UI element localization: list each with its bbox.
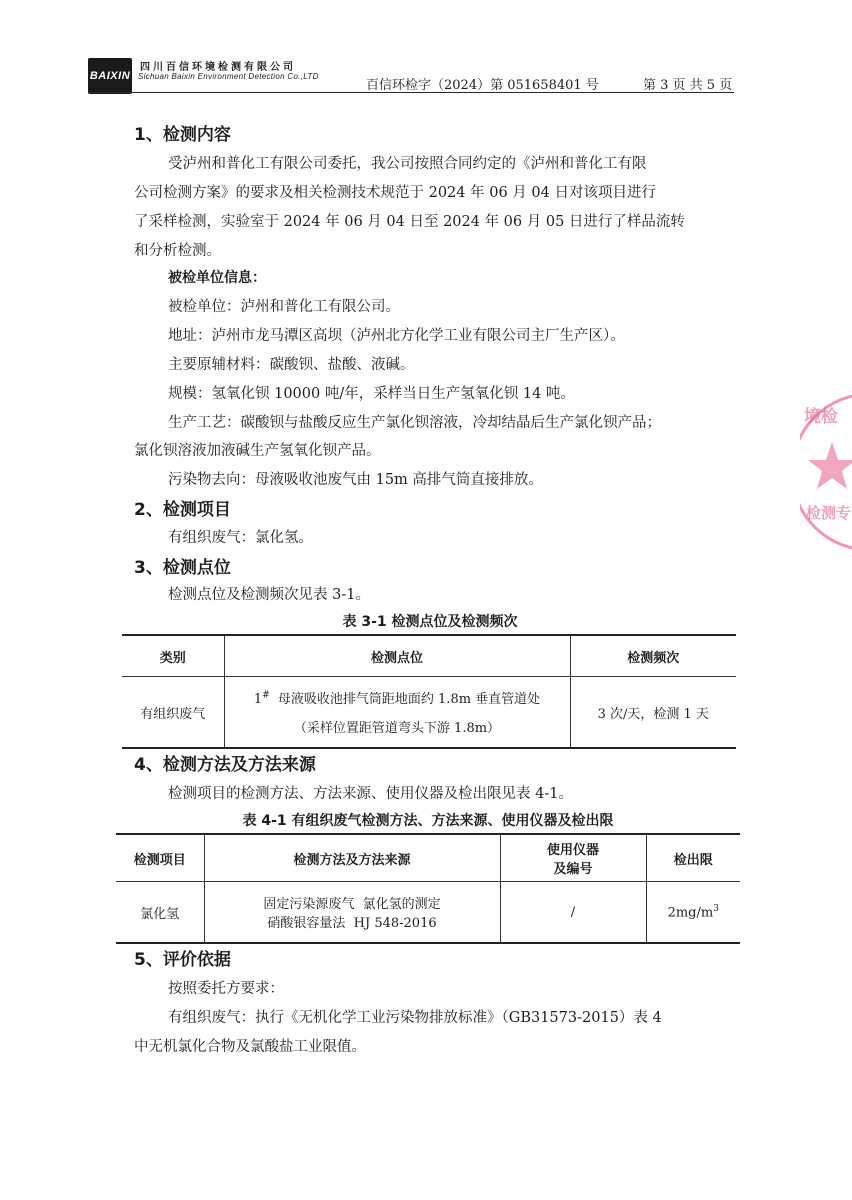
section-2-text: 有组织废气：氯化氢。 xyxy=(168,530,313,546)
method-cell xyxy=(204,882,500,944)
sampling-point-cell xyxy=(224,677,570,749)
table-header-row xyxy=(116,834,740,882)
section-1-para-line: 和分析检测。 xyxy=(134,243,221,259)
section-5-line: 有组织废气：执行《无机化学工业污染物排放标准》（GB31573-2015）表 4 xyxy=(168,1010,662,1026)
section-5-line: 中无机氯化合物及氯酸盐工业限值。 xyxy=(134,1039,366,1055)
table-4-1 xyxy=(116,833,740,944)
column-header: 检出限 xyxy=(646,834,740,882)
section-3-text: 检测点位及检测频次见表 3-1。 xyxy=(168,587,370,603)
column-header-line: 使用仪器 xyxy=(546,843,599,858)
section-4-heading: 4、检测方法及方法来源 xyxy=(134,755,316,775)
unit-info-line: 污染物去向：母液吸收池废气由 15m 高排气筒直接排放。 xyxy=(168,472,543,488)
section-5-line: 按照委托方要求： xyxy=(168,981,284,997)
item-cell: 氯化氢 xyxy=(116,882,204,944)
page-indicator: 第 3 页 共 5 页 xyxy=(643,78,733,93)
limit-value: 2mg/m xyxy=(667,905,714,921)
point-line-2: （采样位置距管道弯头下游 1.8m） xyxy=(293,721,501,736)
company-name-cn: 四川百信环境检测有限公司 xyxy=(140,62,296,73)
section-1-para-line: 了采样检测，实验室于 2024 年 06 月 04 日至 2024 年 06 月 05 日进行了样品流转 xyxy=(134,214,685,230)
section-1-heading: 1、检测内容 xyxy=(134,125,231,145)
seal-bottom-text: 检测专 xyxy=(806,504,852,522)
unit-info-title: 被检单位信息： xyxy=(168,270,266,286)
logo-text: BAIXIN xyxy=(89,70,131,82)
official-seal xyxy=(800,390,852,555)
instrument-cell: / xyxy=(500,882,646,944)
column-header: 检测项目 xyxy=(116,834,204,882)
column-header-line: 及编号 xyxy=(553,862,593,877)
table-row xyxy=(122,677,736,749)
section-1-para-line: 受泸州和普化工有限公司委托，我公司按照合同约定的《泸州和普化工有限 xyxy=(168,156,647,172)
table-4-1-caption: 表 4-1 有组织废气检测方法、方法来源、使用仪器及检出限 xyxy=(242,813,614,829)
column-header-instrument xyxy=(500,834,646,882)
section-4-text: 检测项目的检测方法、方法来源、使用仪器及检出限见表 4-1。 xyxy=(168,786,573,802)
section-1-para-line: 公司检测方案》的要求及相关检测技术规范于 2024 年 06 月 04 日对该项目进行 xyxy=(134,185,656,201)
point-text: 母液吸收池排气筒距地面约 1.8m 垂直管道处 xyxy=(269,692,541,707)
detection-limit-cell xyxy=(646,882,740,944)
table-3-1 xyxy=(122,634,736,749)
company-logo xyxy=(88,58,132,94)
seal-top-text: 境检 xyxy=(804,407,838,427)
unit-info-line: 规模：氢氧化钡 10000 吨/年，采样当日生产氢氧化钡 14 吨。 xyxy=(168,386,575,402)
table-row xyxy=(116,882,740,944)
point-number-sup: # xyxy=(262,690,270,701)
unit-info-line: 被检单位：泸州和普化工有限公司。 xyxy=(168,299,400,315)
method-line-2: 硝酸银容量法 HJ 548-2016 xyxy=(267,916,437,931)
unit-info-line: 主要原辅材料：碳酸钡、盐酸、液碱。 xyxy=(168,357,415,373)
table-header-row xyxy=(122,635,736,677)
company-name-en: Sichuan Baixin Environment Detection Co.,LTD xyxy=(138,72,319,81)
column-header: 检测点位 xyxy=(224,635,570,677)
column-header: 检测方法及方法来源 xyxy=(204,834,500,882)
unit-info-line: 生产工艺：碳酸钡与盐酸反应生产氯化钡溶液，冷却结晶后生产氯化钡产品； xyxy=(168,415,661,431)
limit-unit-sup: 3 xyxy=(713,903,719,914)
unit-info-line: 氯化钡溶液加液碱生产氢氧化钡产品。 xyxy=(134,443,381,459)
section-5-heading: 5、评价依据 xyxy=(134,950,231,970)
table-3-1-caption: 表 3-1 检测点位及检测频次 xyxy=(342,614,518,630)
section-2-heading: 2、检测项目 xyxy=(134,500,231,520)
category-cell: 有组织废气 xyxy=(122,677,224,749)
header-divider xyxy=(88,92,734,93)
method-line-1: 固定污染源废气 氯化氢的测定 xyxy=(263,897,441,912)
seal-star-icon xyxy=(808,442,852,489)
column-header: 类别 xyxy=(122,635,224,677)
point-number: 1 xyxy=(253,692,263,707)
unit-info-line: 地址：泸州市龙马潭区高坝（泸州北方化学工业有限公司主厂生产区）。 xyxy=(168,328,625,344)
point-line-1 xyxy=(254,692,540,707)
section-3-heading: 3、检测点位 xyxy=(134,558,231,578)
frequency-cell: 3 次/天，检测 1 天 xyxy=(570,677,736,749)
column-header: 检测频次 xyxy=(570,635,736,677)
report-number: 百信环检字（2024）第 051658401 号 xyxy=(366,78,599,93)
